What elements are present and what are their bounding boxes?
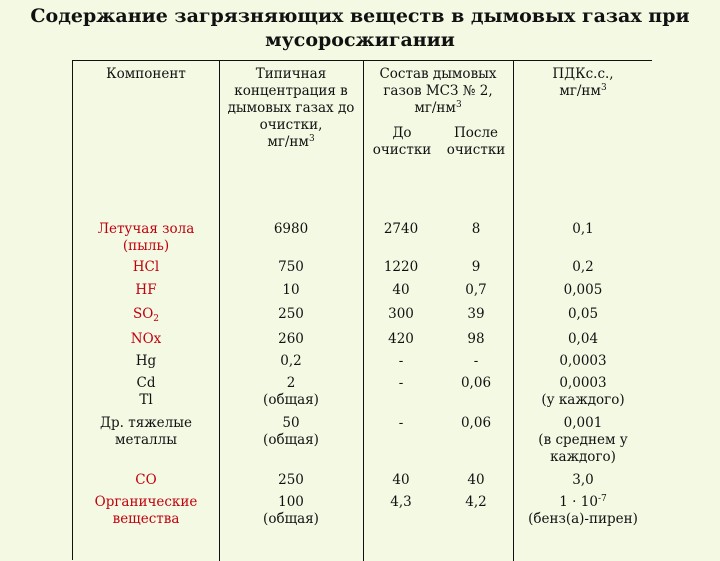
- row-pdk: $1 \cdot 10^{-7}$ (бенз(а)-пирен): [528, 494, 638, 527]
- row-pdk: 0,001 (в среднем у каждого): [538, 415, 628, 465]
- row-after: 0,7: [465, 282, 487, 298]
- row-typical: 50 (общая): [263, 415, 319, 448]
- row-pdk: 0,0003: [559, 353, 607, 369]
- row-before: 40: [392, 472, 410, 488]
- row-component: CO: [135, 472, 157, 488]
- row-before: -: [398, 415, 404, 431]
- header-pdk: ПДКс.с., $мг/нм^3$: [552, 66, 614, 99]
- header-before-cleaning: До очистки: [372, 125, 432, 158]
- row-after: -: [473, 353, 479, 369]
- row-pdk: 0,05: [567, 306, 599, 322]
- row-after: 9: [471, 259, 481, 275]
- row-typical: 250: [278, 472, 304, 488]
- title-line-2: мусоросжигании: [265, 29, 455, 51]
- row-typical: 10: [282, 282, 300, 298]
- row-after: 40: [467, 472, 485, 488]
- row-after: 4,2: [465, 494, 487, 510]
- row-before: 300: [388, 306, 414, 322]
- header-typical-concentration: Типичная концентрация в дымовых газах до очистки, $мг/нм^3$: [227, 66, 355, 150]
- row-component: NOx: [130, 331, 162, 347]
- row-before: 4,3: [390, 494, 412, 510]
- row-pdk: 0,005: [563, 282, 603, 298]
- row-typical: 260: [278, 331, 304, 347]
- row-after: 0,06: [460, 375, 492, 391]
- row-pdk: 0,0003 (у каждого): [541, 375, 625, 408]
- row-pdk: 0,1: [572, 221, 594, 237]
- row-pdk: 0,2: [572, 259, 594, 275]
- header-after-cleaning: После очистки: [446, 125, 506, 158]
- row-after: 0,06: [460, 415, 492, 431]
- row-typical: 0,2: [280, 353, 302, 369]
- row-pdk: 3,0: [572, 472, 594, 488]
- row-typical: 100 (общая): [263, 494, 319, 527]
- pollutants-table: [72, 60, 652, 560]
- row-component: Органические вещества: [94, 494, 198, 527]
- row-before: 40: [392, 282, 410, 298]
- row-component: Cd Tl: [136, 375, 156, 408]
- row-component: Летучая зола (пыль): [97, 221, 195, 254]
- row-typical: 750: [278, 259, 304, 275]
- row-component: HF: [135, 282, 157, 298]
- row-before: -: [398, 375, 404, 391]
- title-line-1: Содержание загрязняющих веществ в дымовых газах при: [30, 5, 690, 27]
- header-component: Компонент: [106, 66, 186, 82]
- row-before: 2740: [383, 221, 419, 237]
- row-after: 39: [467, 306, 485, 322]
- row-after: 98: [467, 331, 485, 347]
- row-component: Hg: [135, 353, 157, 369]
- slide-title: [0, 4, 720, 52]
- row-after: 8: [471, 221, 481, 237]
- row-component: HCl: [132, 259, 160, 275]
- row-pdk: 0,04: [567, 331, 599, 347]
- row-typical: 250: [278, 306, 304, 322]
- row-before: 1220: [383, 259, 419, 275]
- row-component: $SO_2$: [132, 306, 160, 324]
- header-msz-composition: Состав дымовых газов МСЗ № 2, $мг/нм^3$: [379, 66, 497, 116]
- row-component: Др. тяжелые металлы: [100, 415, 192, 448]
- row-typical: 2 (общая): [263, 375, 319, 408]
- row-before: 420: [388, 331, 414, 347]
- row-typical: 6980: [273, 221, 309, 237]
- row-before: -: [398, 353, 404, 369]
